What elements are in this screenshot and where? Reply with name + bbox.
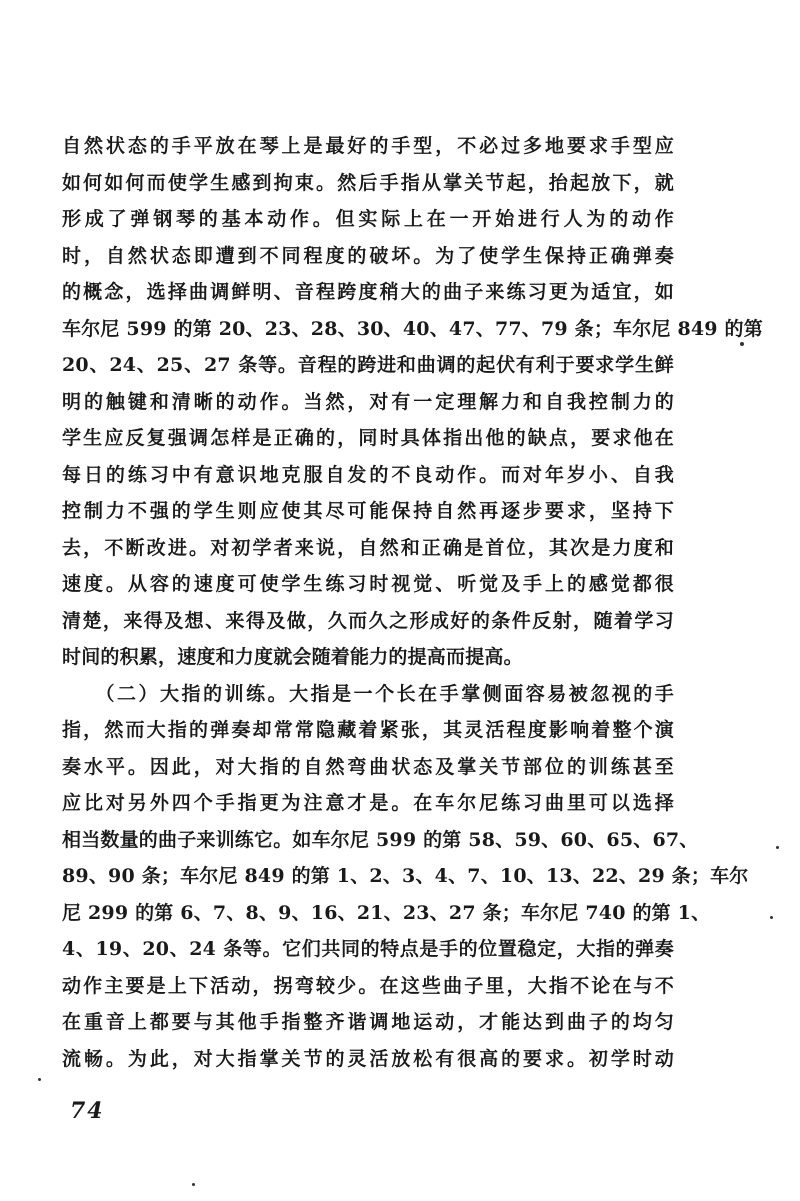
section-heading-line: （二）大指的训练。大指是一个长在手掌侧面容易被忽视的手 bbox=[62, 682, 674, 705]
text-line: 的概念，选择曲调鲜明、音程跨度稍大的曲子来练习更为适宜，如 bbox=[62, 281, 674, 303]
body-text bbox=[62, 128, 763, 1077]
text-line: 时，自然状态即遭到不同程度的破坏。为了使学生保持正确弹奏 bbox=[62, 244, 674, 267]
text-line: 时间的积累，速度和力度就会随着能力的提高而提高。 bbox=[62, 646, 523, 668]
text-line: 尼 299 的第 6、7、8、9、16、21、23、27 条；车尔尼 740 的第 1、 bbox=[62, 901, 711, 924]
text-line: 相当数量的曲子来训练它。如车尔尼 599 的第 58、59、60、65、67、 bbox=[62, 828, 699, 851]
text-line: 学生应反复强调怎样是正确的，同时具体指出他的缺点，要求他在 bbox=[62, 427, 674, 449]
text-line: 如何如何而使学生感到拘束。然后手指从掌关节起，抬起放下，就 bbox=[62, 171, 674, 194]
text-line: 应比对另外四个手指更为注意才是。在车尔尼练习曲里可以选择 bbox=[62, 792, 674, 814]
text-line: 奏水平。因此，对大指的自然弯曲状态及掌关节部位的训练甚至 bbox=[62, 755, 674, 778]
text-line: 车尔尼 599 的第 20、23、28、30、40、47、77、79 条；车尔尼 849 的第 bbox=[62, 317, 763, 340]
text-line: 4、19、20、24 条等。它们共同的特点是手的位置稳定，大指的弹奏 bbox=[62, 938, 674, 960]
scan-speck bbox=[740, 342, 744, 346]
text-line: 每日的练习中有意识地克服自发的不良动作。而对年岁小、自我 bbox=[62, 463, 674, 486]
scan-speck bbox=[38, 1078, 41, 1081]
text-line: 动作主要是上下活动，拐弯较少。在这些曲子里，大指不论在与不 bbox=[62, 974, 674, 997]
scan-speck bbox=[776, 846, 779, 849]
text-line: 形成了弹钢琴的基本动作。但实际上在一开始进行人为的动作 bbox=[62, 208, 674, 230]
text-line: 流畅。为此，对大指掌关节的灵活放松有很高的要求。初学时动 bbox=[62, 1047, 674, 1070]
text-line: 清楚，来得及想、来得及做，久而久之形成好的条件反射，随着学习 bbox=[62, 609, 674, 632]
scan-speck bbox=[192, 1183, 195, 1186]
text-line: 89、90 条；车尔尼 849 的第 1、2、3、4、7、10、13、22、29 条；车尔 bbox=[62, 865, 749, 887]
scan-speck bbox=[770, 916, 773, 919]
text-line: 明的触键和清晰的动作。当然，对有一定理解力和自我控制力的 bbox=[62, 390, 674, 413]
page-number: 74 bbox=[70, 1098, 105, 1124]
text-line: 去，不断改进。对初学者来说，自然和正确是首位，其次是力度和 bbox=[62, 536, 674, 559]
text-line: 在重音上都要与其他手指整齐谐调地运动，才能达到曲子的均匀 bbox=[62, 1011, 674, 1033]
text-line: 指，然而大指的弹奏却常常隐藏着紧张，其灵活程度影响着整个演 bbox=[62, 719, 674, 741]
text-line: 自然状态的手平放在琴上是最好的手型，不必过多地要求手型应 bbox=[62, 135, 674, 157]
text-line: 20、24、25、27 条等。音程的跨进和曲调的起伏有利于要求学生鲜 bbox=[62, 354, 674, 376]
text-line: 控制力不强的学生则应使其尽可能保持自然再逐步要求，坚持下 bbox=[62, 500, 674, 522]
text-line: 速度。从容的速度可使学生练习时视觉、听觉及手上的感觉都很 bbox=[62, 573, 674, 595]
